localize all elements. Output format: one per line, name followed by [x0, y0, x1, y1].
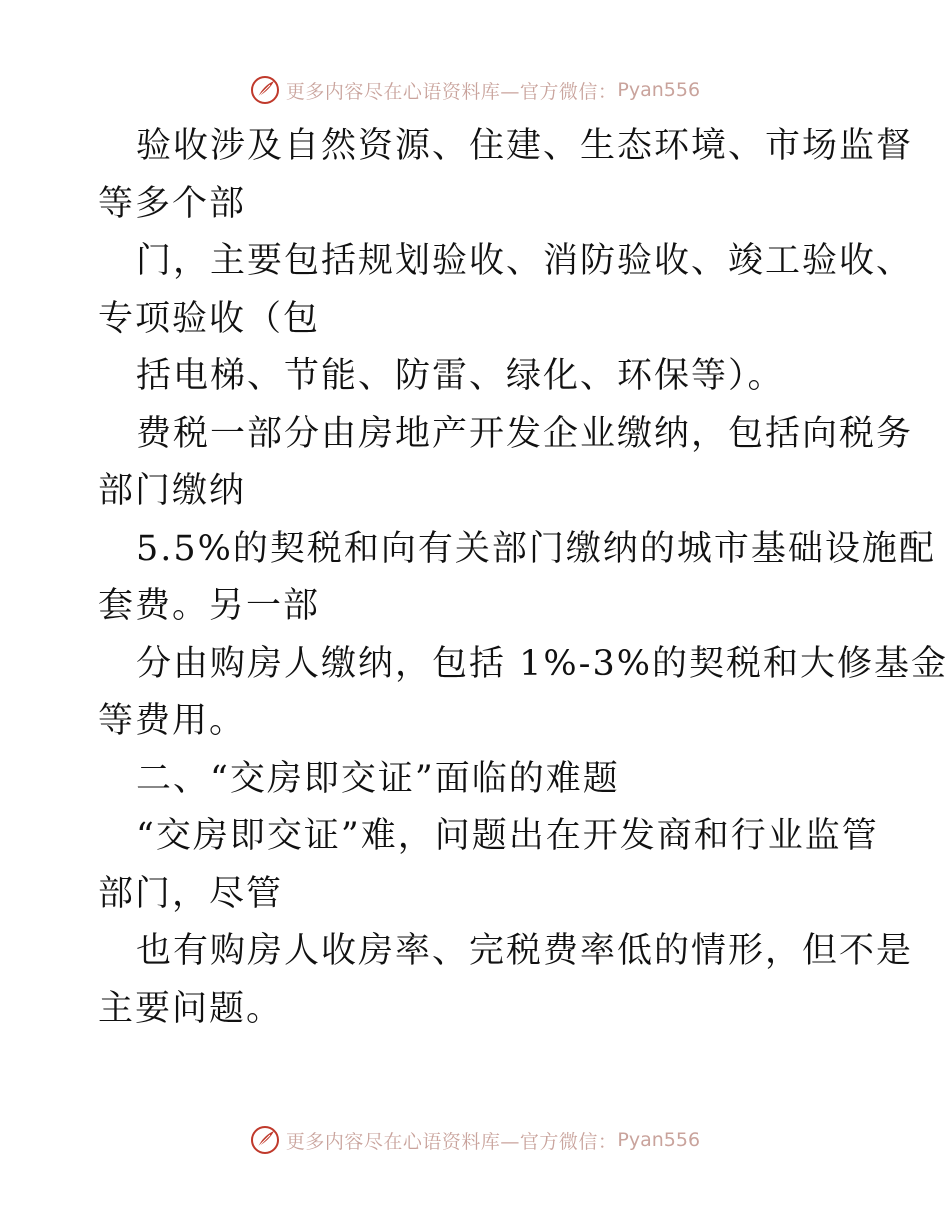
text-line: 主要问题。	[98, 988, 284, 1029]
watermark-wechat-id: Pyan556	[617, 79, 701, 101]
feather-logo-icon	[250, 75, 280, 105]
watermark-wechat-id: Pyan556	[617, 1129, 701, 1151]
text-line: 门，主要包括规划验收、消防验收、竣工验收、	[136, 241, 914, 281]
text-line: 也有购房人收房率、完税费率低的情形，但不是	[136, 931, 914, 971]
watermark-text: 更多内容尽在心语资料库—官方微信：	[285, 1130, 618, 1153]
text-line: 套费。另一部	[98, 586, 321, 626]
footer-watermark	[0, 1122, 950, 1158]
header-watermark	[0, 72, 950, 108]
text-line: 等费用。	[98, 701, 247, 741]
text-line: 二、“交房即交证”面临的难题	[136, 758, 620, 799]
text-line: 专项验收（包	[98, 298, 321, 339]
text-line: “交房即交证”难，问题出在开发商和行业监管	[136, 816, 879, 856]
text-line: 验收涉及自然资源、住建、生态环境、市场监督	[136, 126, 914, 166]
feather-logo-icon	[250, 1125, 280, 1155]
text-line: 等多个部	[98, 183, 247, 224]
text-line: 5.5%的契税和向有关部门缴纳的城市基础设施配	[136, 528, 936, 569]
text-line: 部门，尽管	[98, 873, 284, 914]
text-line: 部门缴纳	[98, 471, 247, 511]
text-line: 费税一部分由房地产开发企业缴纳，包括向税务	[136, 413, 914, 454]
document-body	[98, 118, 949, 1038]
text-line: 分由购房人缴纳，包括 1%-3%的契税和大修基金	[136, 643, 949, 684]
watermark-text: 更多内容尽在心语资料库—官方微信：	[285, 80, 618, 103]
text-line: 括电梯、节能、防雷、绿化、环保等）。	[136, 356, 785, 396]
